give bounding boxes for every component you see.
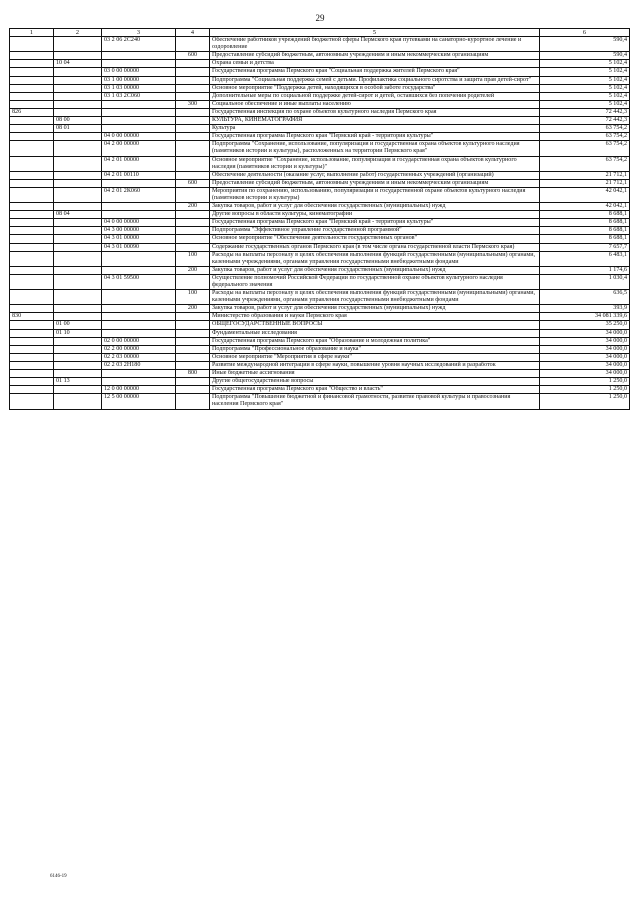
item-name-cell: Культура [210,125,540,133]
section-code-cell [54,345,102,353]
amount-cell: 72 442,3 [540,108,630,116]
expense-type-code-cell [176,211,210,219]
ministry-code-cell [10,156,54,171]
section-code-cell [54,203,102,211]
amount-cell: 21 712,1 [540,179,630,187]
section-code-cell: 08 01 [54,125,102,133]
amount-cell: 7 657,7 [540,243,630,251]
amount-cell: 63 754,2 [540,125,630,133]
amount-cell: 5 102,4 [540,68,630,76]
ministry-code-cell [10,37,54,52]
ministry-code-cell [10,329,54,337]
amount-cell: 8 688,1 [540,211,630,219]
ministry-code-cell [10,133,54,141]
amount-cell: 34 000,0 [540,329,630,337]
target-article-code-cell [102,378,176,386]
amount-cell: 8 688,1 [540,227,630,235]
section-code-cell [54,251,102,266]
item-name-cell: Расходы на выплаты персоналу в целях обеспечения выполнения функций государственными (муниципальными) органами, казенными учреждениями, органами управления государственными внебюджетными фондами [210,290,540,305]
target-article-code-cell: 12 0 00 00000 [102,386,176,394]
section-code-cell: 10 04 [54,60,102,68]
amount-cell: 1 030,4 [540,274,630,289]
expense-type-code-cell [176,243,210,251]
item-name-cell: Подпрограмма "Профессиональное образование и наука" [210,345,540,353]
section-code-cell [54,92,102,100]
item-name-cell: Государственная программа Пермского края "Пермский край - территория культуры" [210,133,540,141]
section-code-cell: 08 00 [54,117,102,125]
expense-type-code-cell: 800 [176,370,210,378]
item-name-cell: Основное мероприятие "Мероприятия в сфере науки" [210,353,540,361]
table-row [10,274,630,289]
amount-cell: 34 000,0 [540,361,630,369]
ministry-code-cell [10,219,54,227]
ministry-code-cell [10,305,54,313]
ministry-code-cell [10,345,54,353]
section-code-cell [54,290,102,305]
item-name-cell: Основное мероприятие "Обеспечение деятельности государственных органов" [210,235,540,243]
section-code-cell [54,76,102,84]
target-article-code-cell: 04 2 01 2К060 [102,187,176,202]
item-name-cell: Предоставление субсидий бюджетным, автономным учреждениям и иным некоммерческим организациям [210,179,540,187]
expense-type-code-cell [176,125,210,133]
amount-cell: 63 754,2 [540,141,630,156]
item-name-cell: Охрана семьи и детства [210,60,540,68]
item-name-cell: Государственная программа Пермского края "Образование и молодежная политика" [210,337,540,345]
expense-type-code-cell [176,92,210,100]
amount-cell: 5 102,4 [540,84,630,92]
ministry-code-cell [10,321,54,329]
section-code-cell [54,313,102,321]
section-code-cell [54,394,102,409]
amount-cell: 636,5 [540,290,630,305]
item-name-cell: КУЛЬТУРА, КИНЕМАТОГРАФИЯ [210,117,540,125]
section-code-cell [54,227,102,235]
target-article-code-cell [102,211,176,219]
target-article-code-cell [102,290,176,305]
ministry-code-cell [10,171,54,179]
target-article-code-cell [102,100,176,108]
table-row [10,345,630,353]
item-name-cell: Обеспечение деятельности (оказание услуг, выполнение работ) государственных учреждений (организаций) [210,171,540,179]
item-name-cell: Подпрограмма "Повышение бюджетной и финансовой грамотности, развитие правовой культуры и правосознания населения Пермского края" [210,394,540,409]
table-row [10,394,630,409]
ministry-code-cell [10,235,54,243]
expense-type-code-cell [176,141,210,156]
amount-cell: 5 102,4 [540,76,630,84]
item-name-cell: Фундаментальные исследования [210,329,540,337]
expense-type-code-cell: 200 [176,266,210,274]
target-article-code-cell [102,321,176,329]
ministry-code-cell [10,179,54,187]
ministry-code-cell [10,386,54,394]
ministry-code-cell [10,68,54,76]
ministry-code-cell [10,84,54,92]
table-row [10,305,630,313]
target-article-code-cell: 02 2 03 00000 [102,353,176,361]
section-code-cell [54,235,102,243]
column-header: 6 [540,29,630,37]
expense-type-code-cell [176,361,210,369]
expense-type-code-cell [176,171,210,179]
expense-type-code-cell [176,68,210,76]
target-article-code-cell [102,329,176,337]
item-name-cell: Социальное обеспечение и иные выплаты населению [210,100,540,108]
item-name-cell: Расходы на выплаты персоналу в целях обеспечения выполнения функций государственными (муниципальными) органами, казенными учреждениями, органами управления государственными внебюджетными фондами [210,251,540,266]
item-name-cell: Подпрограмма "Эффективное управление государственной программой" [210,227,540,235]
table-row [10,156,630,171]
ministry-code-cell [10,211,54,219]
section-code-cell [54,353,102,361]
section-code-cell [54,108,102,116]
item-name-cell: Государственная инспекция по охране объектов культурного наследия Пермского края [210,108,540,116]
target-article-code-cell: 04 3 01 59500 [102,274,176,289]
amount-cell: 5 102,4 [540,100,630,108]
target-article-code-cell: 04 2 01 00000 [102,156,176,171]
item-name-cell: Государственная программа Пермского края "Общество и власть" [210,386,540,394]
item-name-cell: Осуществление полномочий Российской Федерации по государственной охране объектов культурного наследия федерального значения [210,274,540,289]
target-article-code-cell: 03 1 03 2С060 [102,92,176,100]
ministry-code-cell [10,125,54,133]
item-name-cell: Основное мероприятие "Поддержка детей, находящихся в особой заботе государства" [210,84,540,92]
target-article-code-cell: 02 0 00 00000 [102,337,176,345]
target-article-code-cell: 04 3 01 00090 [102,243,176,251]
item-name-cell: Мероприятия по сохранению, использованию, популяризации и государственной охране объектов культурного наследия (памятников истории и культуры) [210,187,540,202]
table-row [10,251,630,266]
expense-type-code-cell [176,84,210,92]
table-row [10,386,630,394]
amount-cell: 34 000,0 [540,370,630,378]
amount-cell: 590,4 [540,37,630,52]
target-article-code-cell [102,179,176,187]
target-article-code-cell [102,203,176,211]
target-article-code-cell: 04 3 01 00000 [102,235,176,243]
ministry-code-cell [10,266,54,274]
item-name-cell: Развитие международной интеграции в сфере науки, повышение уровня научных исследований и разработок [210,361,540,369]
section-code-cell [54,52,102,60]
expense-type-code-cell: 100 [176,251,210,266]
table-row [10,235,630,243]
section-code-cell [54,179,102,187]
table-row [10,171,630,179]
target-article-code-cell: 04 2 01 00110 [102,171,176,179]
expense-type-code-cell: 600 [176,179,210,187]
amount-cell: 35 250,0 [540,321,630,329]
amount-cell: 34 000,0 [540,353,630,361]
budget-table [9,28,630,410]
table-row [10,133,630,141]
ministry-code-cell [10,337,54,345]
section-code-cell [54,84,102,92]
amount-cell: 1 174,6 [540,266,630,274]
target-article-code-cell: 03 1 03 00000 [102,84,176,92]
table-row [10,179,630,187]
table-row [10,76,630,84]
expense-type-code-cell [176,60,210,68]
amount-cell: 1 250,0 [540,394,630,409]
item-name-cell: Обеспечение работников учреждений бюджетной сферы Пермского края путевками на санаторно-курортное лечение и оздоровление [210,37,540,52]
table-row [10,227,630,235]
table-row [10,266,630,274]
column-header: 1 [10,29,54,37]
expense-type-code-cell [176,37,210,52]
target-article-code-cell: 04 0 00 00000 [102,219,176,227]
table-row [10,211,630,219]
target-article-code-cell [102,305,176,313]
amount-cell: 8 688,1 [540,235,630,243]
column-header: 5 [210,29,540,37]
expense-type-code-cell [176,156,210,171]
column-header: 2 [54,29,102,37]
section-code-cell [54,243,102,251]
expense-type-code-cell [176,235,210,243]
table-row [10,337,630,345]
section-code-cell [54,370,102,378]
item-name-cell: Министерство образования и науки Пермского края [210,313,540,321]
expense-type-code-cell [176,313,210,321]
section-code-cell: 01 13 [54,378,102,386]
target-article-code-cell [102,52,176,60]
ministry-code-cell [10,187,54,202]
ministry-code-cell [10,353,54,361]
table-row [10,361,630,369]
section-code-cell [54,386,102,394]
expense-type-code-cell [176,227,210,235]
section-code-cell [54,156,102,171]
expense-type-code-cell: 200 [176,305,210,313]
amount-cell: 63 754,2 [540,133,630,141]
section-code-cell: 01 00 [54,321,102,329]
ministry-code-cell [10,52,54,60]
ministry-code-cell [10,290,54,305]
expense-type-code-cell [176,133,210,141]
amount-cell: 8 688,1 [540,219,630,227]
target-article-code-cell [102,266,176,274]
expense-type-code-cell [176,394,210,409]
target-article-code-cell: 03 0 00 00000 [102,68,176,76]
page-number: 29 [315,13,325,23]
expense-type-code-cell: 100 [176,290,210,305]
table-row [10,353,630,361]
table-row [10,313,630,321]
section-code-cell [54,305,102,313]
table-row [10,100,630,108]
ministry-code-cell [10,378,54,386]
target-article-code-cell: 03 1 00 00000 [102,76,176,84]
target-article-code-cell [102,108,176,116]
amount-cell: 21 712,1 [540,171,630,179]
table-row [10,37,630,52]
amount-cell: 1 250,0 [540,386,630,394]
ministry-code-cell [10,361,54,369]
ministry-code-cell [10,60,54,68]
item-name-cell: Предоставление субсидий бюджетным, автономным учреждениям и иным некоммерческим организациям [210,52,540,60]
ministry-code-cell: 830 [10,313,54,321]
ministry-code-cell [10,274,54,289]
target-article-code-cell: 12 5 00 00000 [102,394,176,409]
ministry-code-cell [10,141,54,156]
amount-cell: 5 102,4 [540,60,630,68]
target-article-code-cell [102,60,176,68]
item-name-cell: Иные бюджетные ассигнования [210,370,540,378]
section-code-cell [54,274,102,289]
table-header-row [10,29,630,37]
ministry-code-cell [10,203,54,211]
target-article-code-cell: 04 2 00 00000 [102,141,176,156]
amount-cell: 5 102,4 [540,92,630,100]
table-body [10,37,630,409]
table-row [10,290,630,305]
amount-cell: 393,9 [540,305,630,313]
ministry-code-cell [10,370,54,378]
section-code-cell [54,361,102,369]
expense-type-code-cell [176,219,210,227]
section-code-cell [54,100,102,108]
target-article-code-cell: 02 2 00 00000 [102,345,176,353]
ministry-code-cell [10,100,54,108]
table-row [10,92,630,100]
target-article-code-cell: 03 2 06 2С240 [102,37,176,52]
amount-cell: 1 250,0 [540,378,630,386]
section-code-cell [54,133,102,141]
amount-cell: 590,4 [540,52,630,60]
expense-type-code-cell [176,274,210,289]
table-row [10,219,630,227]
item-name-cell: Другие общегосударственные вопросы [210,378,540,386]
item-name-cell: Подпрограмма "Сохранение, использование, популяризация и государственная охрана объектов культурного наследия (памятников истории и культуры), расположенных на территории Пермского края" [210,141,540,156]
item-name-cell: Закупка товаров, работ и услуг для обеспечения государственных (муниципальных) нужд [210,266,540,274]
section-code-cell: 01 10 [54,329,102,337]
table-row [10,117,630,125]
amount-cell: 34 081 339,6 [540,313,630,321]
expense-type-code-cell: 200 [176,203,210,211]
expense-type-code-cell [176,353,210,361]
item-name-cell: Содержание государственных органов Пермского края (в том числе органа государственной власти Пермского края) [210,243,540,251]
amount-cell: 34 000,0 [540,337,630,345]
table-row [10,329,630,337]
table-row [10,203,630,211]
table-row [10,52,630,60]
expense-type-code-cell [176,117,210,125]
ministry-code-cell [10,76,54,84]
target-article-code-cell: 02 2 03 2Н180 [102,361,176,369]
table-row [10,321,630,329]
table-row [10,125,630,133]
section-code-cell [54,37,102,52]
item-name-cell: Закупка товаров, работ и услуг для обеспечения государственных (муниципальных) нужд [210,305,540,313]
table-row [10,60,630,68]
table-row [10,68,630,76]
table-row [10,378,630,386]
footer-code: 6146-19 [50,874,67,879]
table-row [10,187,630,202]
amount-cell: 72 442,3 [540,117,630,125]
section-code-cell [54,337,102,345]
amount-cell: 42 042,1 [540,187,630,202]
expense-type-code-cell [176,386,210,394]
item-name-cell: Другие вопросы в области культуры, кинематографии [210,211,540,219]
table-row [10,243,630,251]
column-header: 4 [176,29,210,37]
expense-type-code-cell [176,329,210,337]
expense-type-code-cell: 600 [176,52,210,60]
expense-type-code-cell [176,378,210,386]
target-article-code-cell [102,125,176,133]
expense-type-code-cell [176,108,210,116]
ministry-code-cell: 826 [10,108,54,116]
expense-type-code-cell [176,321,210,329]
expense-type-code-cell [176,76,210,84]
target-article-code-cell: 04 3 00 00000 [102,227,176,235]
expense-type-code-cell [176,345,210,353]
expense-type-code-cell [176,337,210,345]
section-code-cell [54,187,102,202]
amount-cell: 42 042,1 [540,203,630,211]
expense-type-code-cell [176,187,210,202]
section-code-cell [54,266,102,274]
target-article-code-cell: 04 0 00 00000 [102,133,176,141]
amount-cell: 6 483,1 [540,251,630,266]
section-code-cell [54,68,102,76]
table-row [10,141,630,156]
section-code-cell: 08 04 [54,211,102,219]
amount-cell: 63 754,2 [540,156,630,171]
table-row [10,370,630,378]
target-article-code-cell [102,251,176,266]
target-article-code-cell [102,117,176,125]
target-article-code-cell [102,313,176,321]
column-header: 3 [102,29,176,37]
section-code-cell [54,219,102,227]
ministry-code-cell [10,394,54,409]
item-name-cell: Подпрограмма "Социальная поддержка семей с детьми. Профилактика социального сиротства и защита прав детей-сирот" [210,76,540,84]
item-name-cell: ОБЩЕГОСУДАРСТВЕННЫЕ ВОПРОСЫ [210,321,540,329]
item-name-cell: Основное мероприятие "Сохранение, использование, популяризация и государственная охрана объектов культурного наследия (памятников истории и культуры)" [210,156,540,171]
item-name-cell: Государственная программа Пермского края "Социальная поддержка жителей Пермского края" [210,68,540,76]
table-row [10,84,630,92]
table-row [10,108,630,116]
ministry-code-cell [10,227,54,235]
expense-type-code-cell: 300 [176,100,210,108]
ministry-code-cell [10,243,54,251]
ministry-code-cell [10,117,54,125]
item-name-cell: Государственная программа Пермского края "Пермский край - территория культуры" [210,219,540,227]
item-name-cell: Закупка товаров, работ и услуг для обеспечения государственных (муниципальных) нужд [210,203,540,211]
amount-cell: 34 000,0 [540,345,630,353]
ministry-code-cell [10,92,54,100]
section-code-cell [54,171,102,179]
item-name-cell: Дополнительные меры по социальной поддержке детей-сирот и детей, оставшихся без попечения родителей [210,92,540,100]
ministry-code-cell [10,251,54,266]
target-article-code-cell [102,370,176,378]
section-code-cell [54,141,102,156]
